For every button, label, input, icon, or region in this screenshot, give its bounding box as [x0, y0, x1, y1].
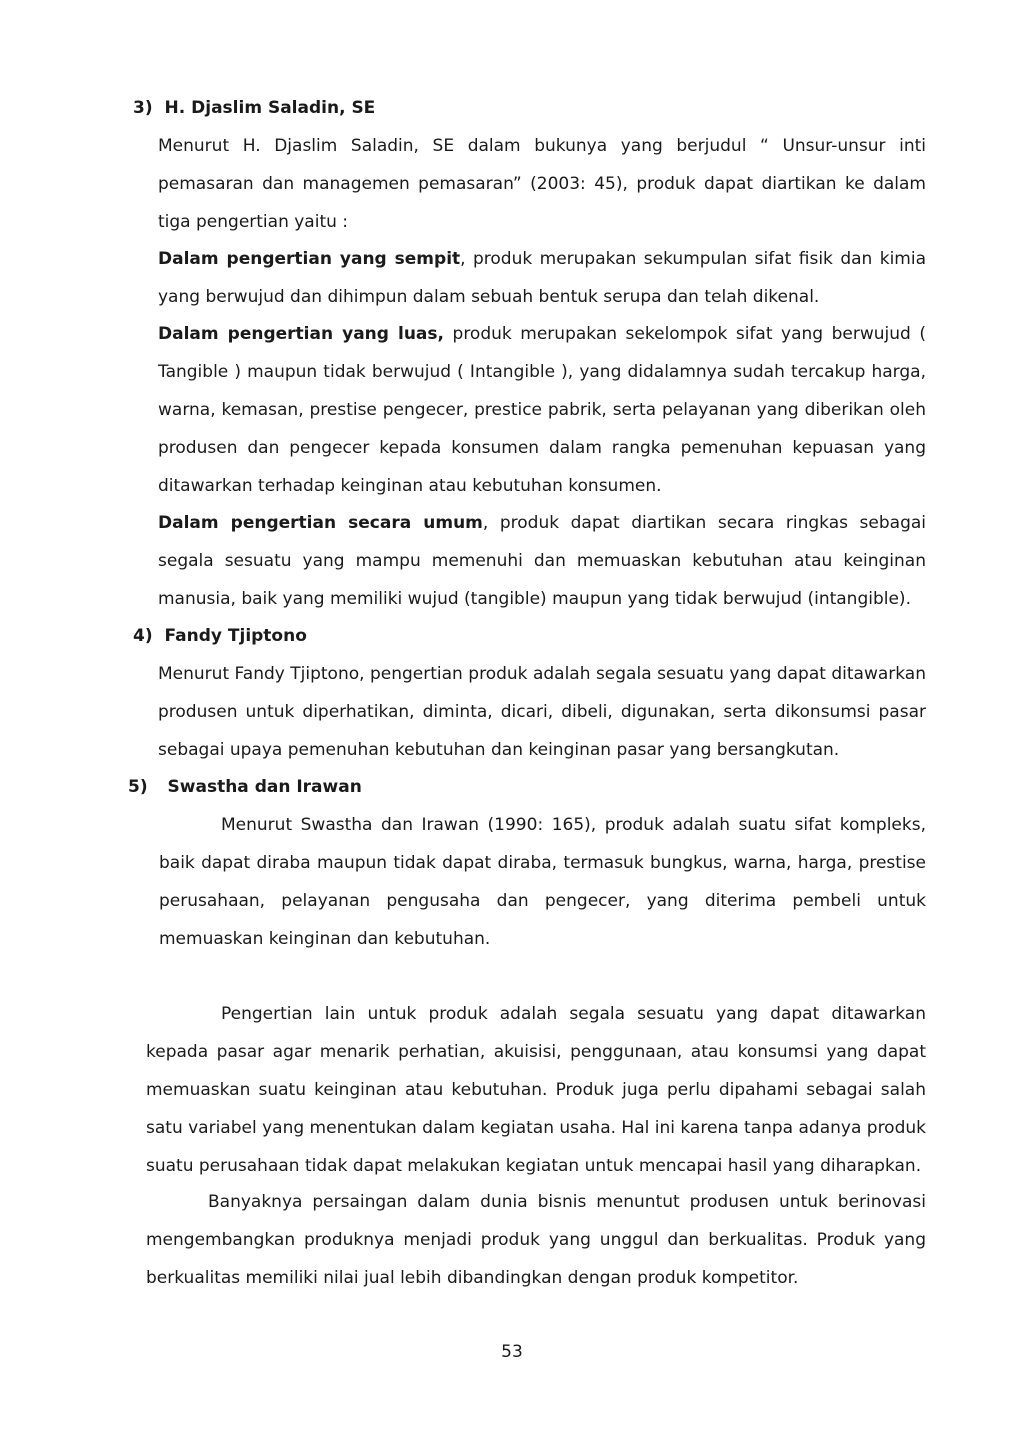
- section-number: 5): [128, 777, 148, 797]
- page-number: 53: [501, 1342, 523, 1362]
- section-body: Menurut Fandy Tjiptono, pengertian produk adalah segala sesuatu yang dapat ditawarkan produsen untuk diperhatikan, diminta, dicari, dibeli, digunakan, serta dikonsumsi pasar sebagai upaya pemenuhan kebutuhan dan keinginan pasar yang bersangkutan.: [158, 664, 926, 760]
- section-number: 3): [133, 98, 153, 118]
- section-title: Swastha dan Irawan: [167, 777, 362, 797]
- definition-term: Dalam pengertian yang sempit: [158, 249, 461, 269]
- section-intro: Menurut H. Djaslim Saladin, SE dalam bukunya yang berjudul “ Unsur-unsur inti pemasaran dan managemen pemasaran” (2003: 45), produk dapat diartikan ke dalam tiga pengertian yaitu :: [158, 136, 926, 232]
- section-body: Menurut Swastha dan Irawan (1990: 165), produk adalah suatu sifat kompleks, baik dapat diraba maupun tidak dapat diraba, termasuk bungkus, warna, harga, prestise perusahaan, pelayanan pengusaha dan pengecer, yang diterima pembeli untuk memuaskan keinginan dan kebutuhan.: [159, 815, 926, 949]
- definition-term: Dalam pengertian secara umum: [158, 513, 483, 533]
- section-heading-3: [133, 89, 375, 127]
- paragraph: Pengertian lain untuk produk adalah segala sesuatu yang dapat ditawarkan kepada pasar agar menarik perhatian, akuisisi, penggunaan, atau konsumsi yang dapat memuaskan suatu keinginan atau kebutuhan. Produk juga perlu dipahami sebagai salah satu variabel yang menentukan dalam kegiatan usaha. Hal ini karena tanpa adanya produk suatu perusahaan tidak dapat melakukan kegiatan untuk mencapai hasil yang diharapkan.: [146, 1004, 926, 1176]
- definition-narrow: [158, 240, 926, 316]
- definition-term: Dalam pengertian yang luas,: [158, 324, 444, 344]
- definition-text: produk merupakan sekelompok sifat yang berwujud ( Tangible ) maupun tidak berwujud ( Intangible ), yang didalamnya sudah tercakup harga, warna, kemasan, prestise pengecer, prestice pabrik, serta pelayanan yang diberikan oleh produsen dan pengecer kepada konsumen dalam rangka pemenuhan kepuasan yang ditawarkan terhadap keinginan atau kebutuhan konsumen.: [158, 324, 926, 496]
- section-title: H. Djaslim Saladin, SE: [164, 98, 376, 118]
- definition-text: , produk merupakan sekumpulan sifat fisik dan kimia yang berwujud dan dihimpun dalam sebuah bentuk serupa dan telah dikenal.: [158, 249, 926, 307]
- definition-text: , produk dapat diartikan secara ringkas sebagai segala sesuatu yang mampu memenuhi dan memuaskan kebutuhan atau keinginan manusia, baik yang memiliki wujud (tangible) maupun yang tidak berwujud (intangible).: [158, 513, 927, 609]
- definition-general: [158, 504, 926, 618]
- section-heading-5: [128, 768, 362, 806]
- section-title: Fandy Tjiptono: [164, 626, 307, 646]
- paragraph: Banyaknya persaingan dalam dunia bisnis menuntut produsen untuk berinovasi mengembangkan produknya menjadi produk yang unggul dan berkualitas. Produk yang berkualitas memiliki nilai jual lebih dibandingkan dengan produk kompetitor.: [146, 1192, 926, 1288]
- section-number: 4): [133, 626, 153, 646]
- definition-broad: [158, 315, 926, 505]
- section-heading-4: [133, 617, 307, 655]
